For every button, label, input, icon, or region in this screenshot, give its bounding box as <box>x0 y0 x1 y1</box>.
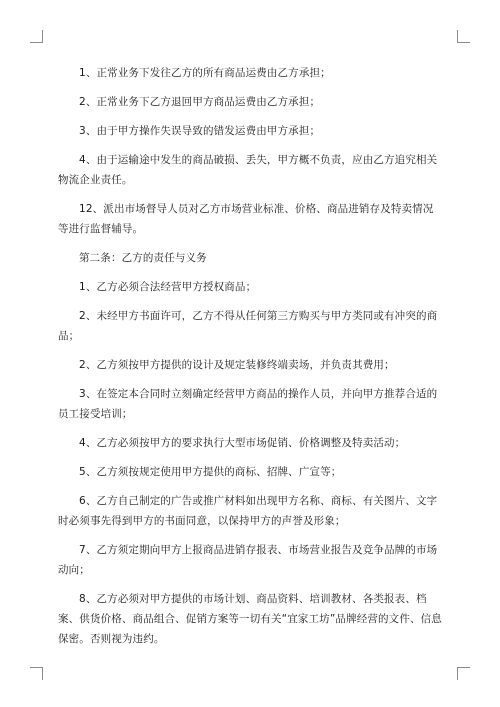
crop-mark-bottom-right <box>457 667 470 680</box>
paragraph-duty-5: 5、乙方须按规定使用甲方提供的商标、招牌、广宣等； <box>79 466 342 478</box>
crop-mark-top-right <box>457 30 470 43</box>
paragraph-duty-2a: 2、未经甲方书面许可，乙方不得从任何第三方购买与甲方类同或有冲突的商品； <box>58 310 438 342</box>
paragraph-duty-2b: 2、乙方须按甲方提供的设计及规定装修终端卖场，并负责其费用； <box>79 359 395 371</box>
paragraph-duty-4: 4、乙方必须按甲方的要求执行大型市场促销、价格调整及特卖活动； <box>79 437 406 449</box>
paragraph-item-2: 2、正常业务下乙方退回甲方商品运费由乙方承担； <box>79 96 321 108</box>
crop-mark-top-left <box>30 30 43 43</box>
document-body <box>58 63 442 658</box>
paragraph-item-3: 3、由于甲方操作失误导致的错发运费由甲方承担； <box>79 125 321 137</box>
paragraph-duty-7: 7、乙方须定期向甲方上报商品进销存报表、市场营业报告及竞争品牌的市场动向； <box>58 544 438 576</box>
paragraph-duty-1: 1、乙方必须合法经营甲方授权商品； <box>79 281 257 293</box>
paragraph-duty-8: 8、乙方必须对甲方提供的市场计划、商品资料、培训教材、各类报表、档案、供货价格、商品组合、促销方案等一切有关“宜家工坊”品牌经营的文件、信息保密。否则视为违约。 <box>58 593 442 645</box>
paragraph-item-12: 12、派出市场督导人员对乙方市场营业标准、价格、商品进销存及特卖情况等进行监督辅导。 <box>58 203 434 235</box>
paragraph-duty-6: 6、乙方自己制定的广告或推广材料如出现甲方名称、商标、有关图片、文字时必须事先得到甲方的书面同意，以保持甲方的声誉及形象； <box>58 495 438 527</box>
crop-mark-bottom-left <box>30 667 43 680</box>
paragraph-duty-3: 3、在签定本合同时立刻确定经营甲方商品的操作人员，并向甲方推荐合适的员工接受培训； <box>58 388 438 420</box>
paragraph-item-1: 1、正常业务下发往乙方的所有商品运费由乙方承担； <box>79 67 331 79</box>
section-heading-article-2: 第二条：乙方的责任与义务 <box>79 252 207 264</box>
paragraph-item-4: 4、由于运输途中发生的商品破损、丢失，甲方概不负责，应由乙方追究相关物流企业责任。 <box>58 154 438 186</box>
